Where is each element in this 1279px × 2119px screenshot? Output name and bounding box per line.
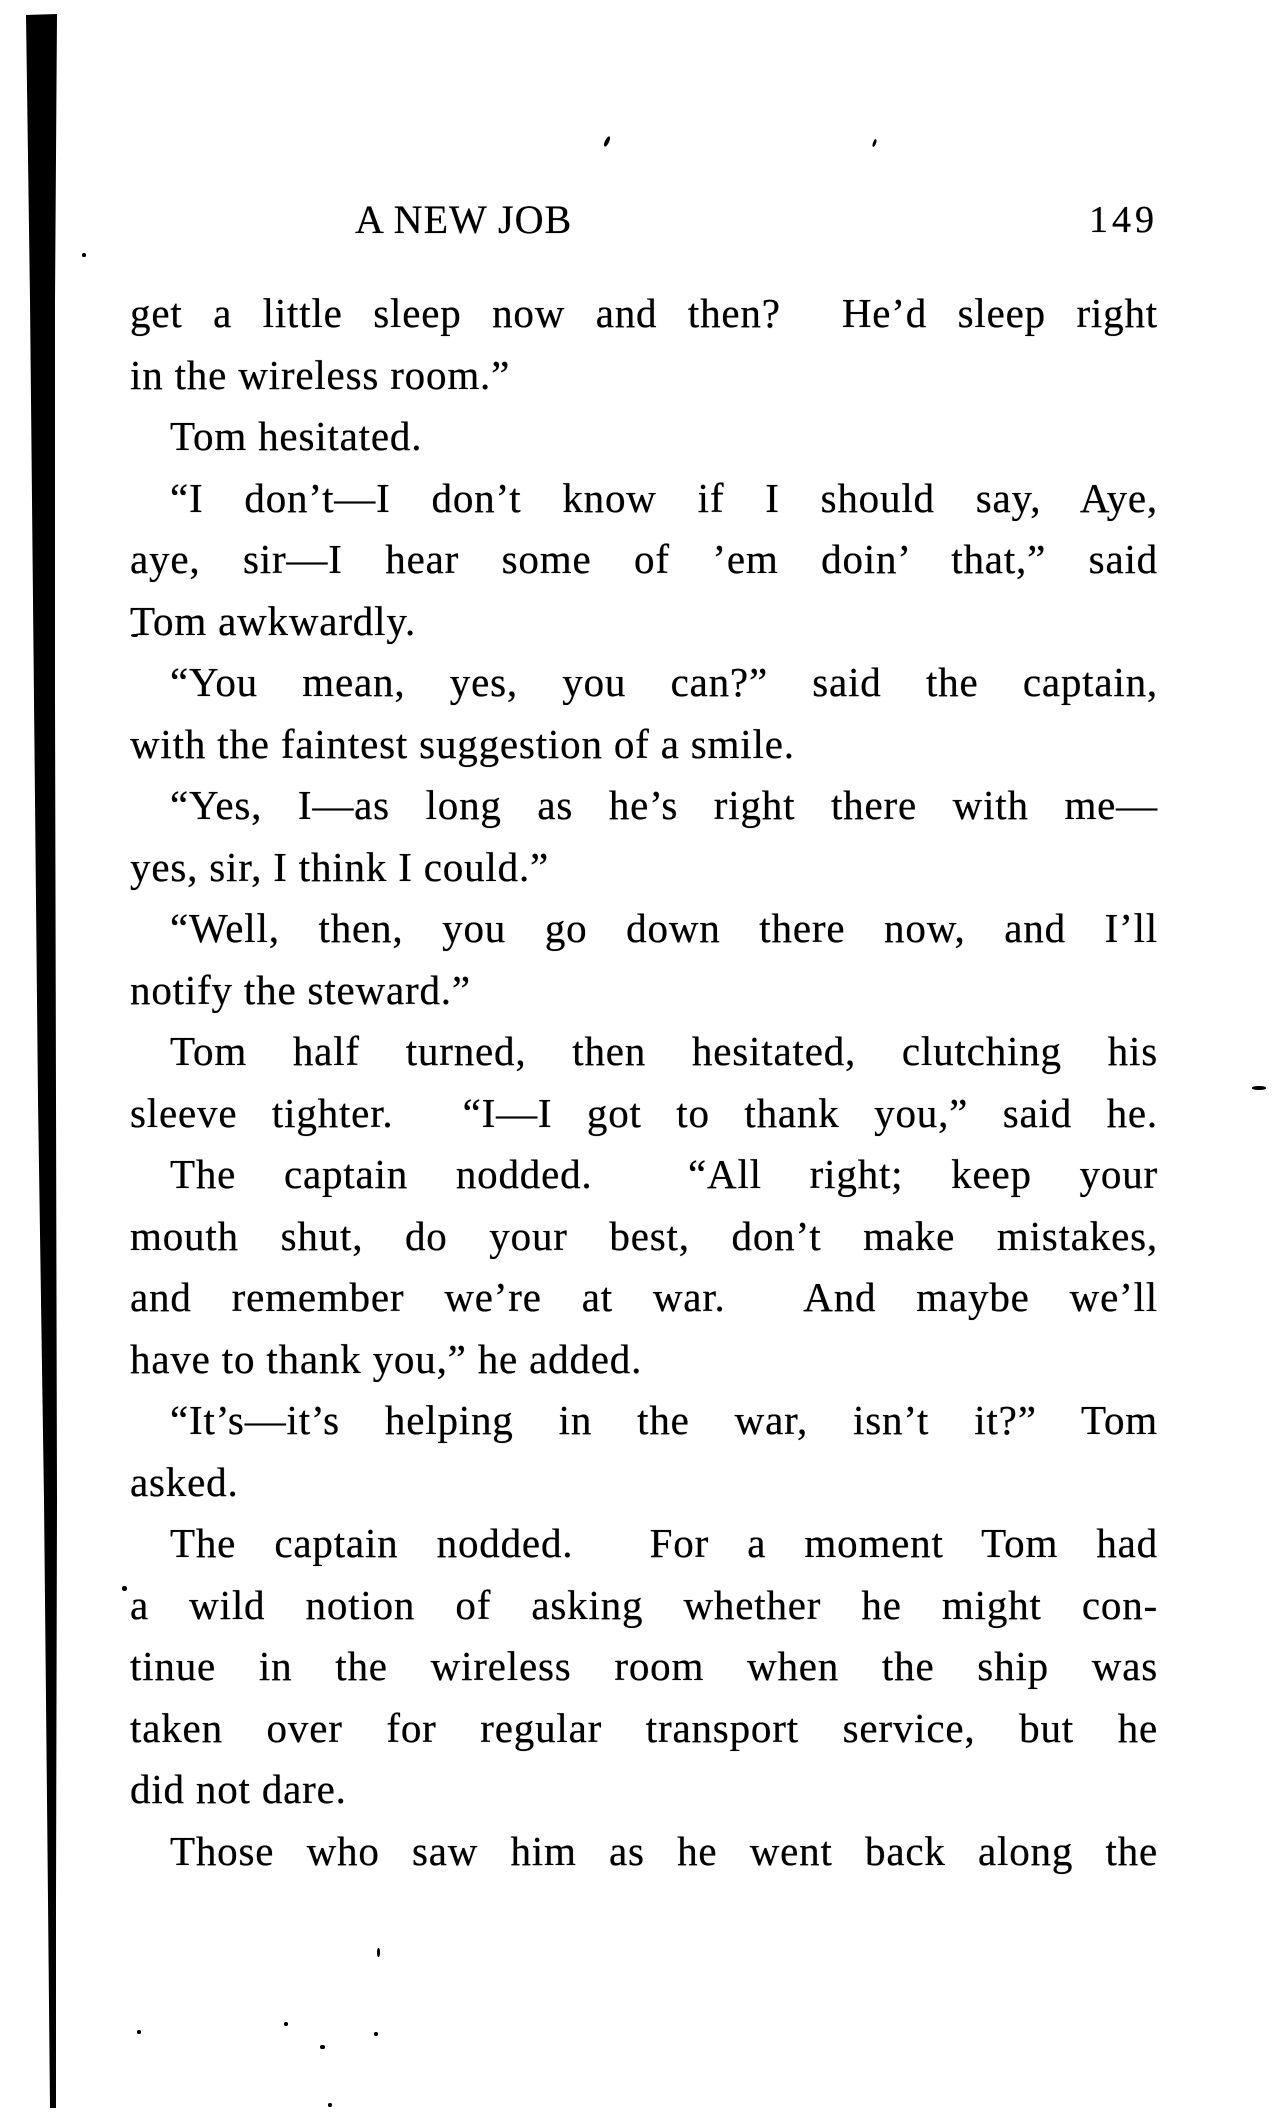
text-line: mouth shut, do your best, don’t make mistakes, [130,1212,1158,1259]
running-head [130,196,1158,244]
scan-speck-artifact [48,760,52,769]
scan-speck-artifact [50,1056,53,1069]
scan-speck-artifact [320,2045,325,2049]
text-line: and remember we’re at war. And maybe we’ll [130,1274,1158,1320]
scan-speck-artifact [52,1723,56,1735]
scan-speck-artifact [46,938,49,948]
text-line: asked. [130,1458,239,1505]
scan-speck-artifact [50,1238,53,1250]
text-line: notify the steward.” [130,966,471,1013]
scan-speck-artifact [122,1586,127,1591]
text-line: “It’s—it’s helping in the war, isn’t it?” Tom [170,1397,1158,1443]
scan-speck-artifact [872,139,878,148]
text-line: sleeve tighter. “I—I got to thank you,” said he. [130,1089,1158,1136]
scan-speck-artifact [48,1663,51,1674]
text-line: Those who saw him as he went back along the [170,1827,1158,1874]
scan-speck-artifact [52,1543,55,1552]
page-number: 149 [1089,199,1158,241]
text-line: The captain nodded. “All right; keep your [170,1151,1158,1197]
text-line: “Yes, I—as long as he’s right there with me— [170,782,1158,828]
text-line: “You mean, yes, you can?” said the captain, [170,659,1158,705]
text-line: a wild notion of asking whether he might con- [130,1581,1158,1628]
scan-speck-artifact [377,1948,380,1957]
text-line: aye, sir—I hear some of ’em doin’ that,” said [130,536,1158,582]
text-line: Tom awkwardly. [130,597,417,644]
body-text [130,283,1158,1882]
text-line: in the wireless room.” [130,351,511,398]
text-line: yes, sir, I think I could.” [130,843,550,890]
text-line: get a little sleep now and then? He’d sleep right [130,290,1158,336]
text-line: The captain nodded. For a moment Tom had [170,1520,1158,1566]
text-line: taken over for regular transport service, but he [130,1704,1158,1751]
chapter-title: A NEW JOB [355,197,573,242]
text-line: with the faintest suggestion of a smile. [130,720,795,767]
text-line: have to thank you,” he added. [130,1335,643,1382]
text-line: “I don’t—I don’t know if I should say, Aye, [170,474,1158,521]
text-line: tinue in the wireless room when the ship was [130,1643,1158,1689]
scan-speck-artifact [603,136,611,148]
text-line: Tom hesitated. [170,413,423,459]
scan-spine-line-artifact [0,0,70,2119]
text-line: Tom half turned, then hesitated, clutching his [170,1028,1158,1074]
scan-speck-artifact [50,1603,53,1613]
scan-speck-artifact [284,2022,288,2026]
text-line: “Well, then, you go down there now, and I’ll [170,905,1158,951]
scan-speck-artifact [52,1420,55,1424]
scan-speck-artifact [328,2103,332,2107]
scan-speck-artifact [82,253,86,257]
scan-speck-artifact [52,998,55,1010]
scan-speck-artifact [50,1358,54,1367]
scan-speck-artifact [1252,1086,1266,1090]
scan-speck-artifact [374,2032,378,2036]
text-line: did not dare. [130,1766,347,1812]
scan-speck-artifact [137,2030,141,2034]
